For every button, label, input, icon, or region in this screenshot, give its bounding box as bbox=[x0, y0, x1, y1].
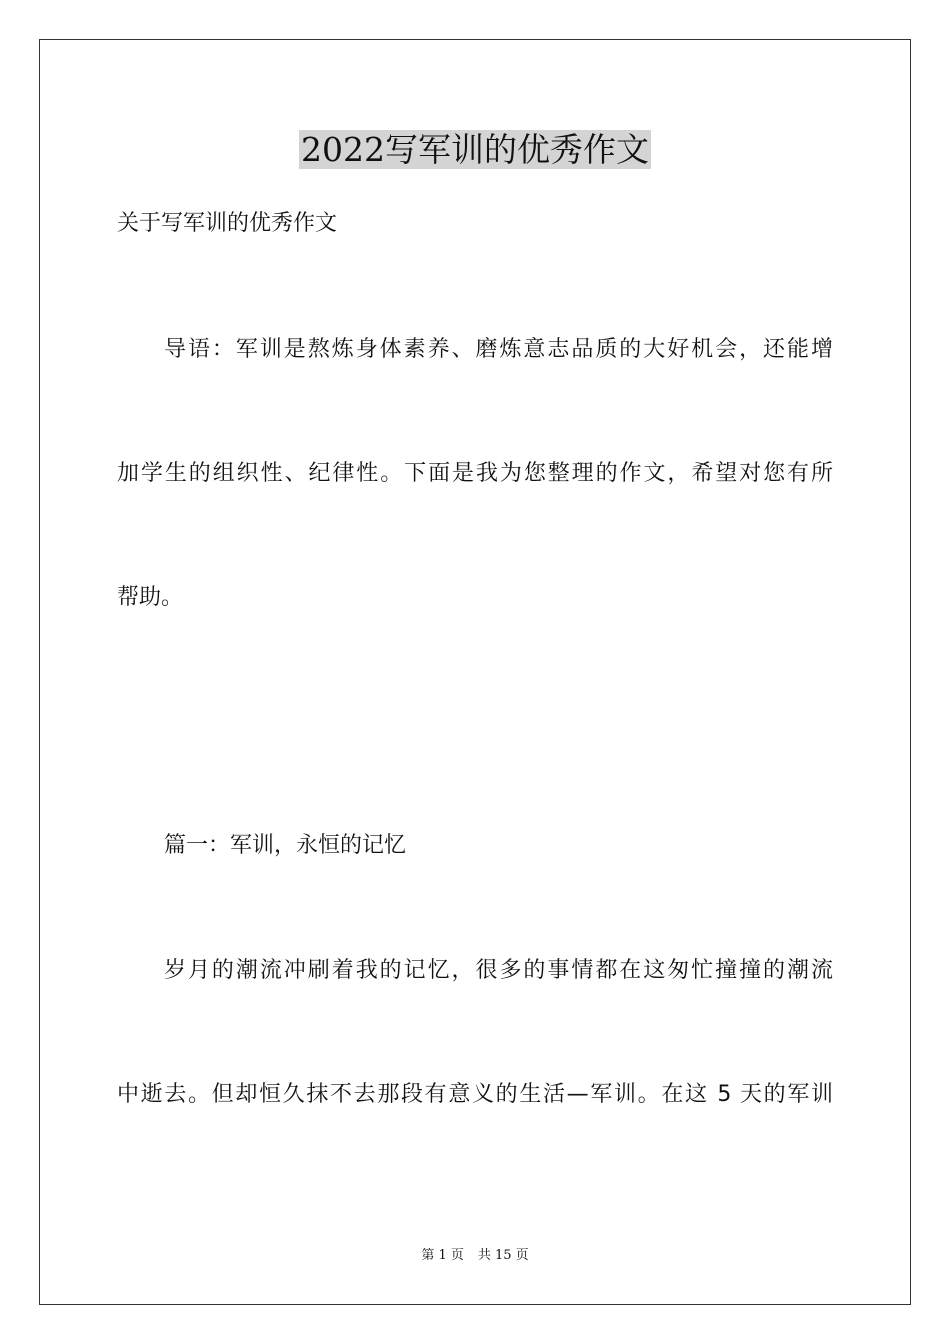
paragraph-1-line-2: 加学生的组织性、纪律性。下面是我为您整理的作文，希望对您有所 bbox=[117, 461, 833, 486]
paragraph-2-line-1: 岁月的潮流冲刷着我的记忆，很多的事情都在这匆忙撞撞的潮流 bbox=[164, 958, 833, 983]
document-subtitle: 关于写军训的优秀作文 bbox=[117, 211, 338, 236]
document-title bbox=[0, 128, 950, 172]
page-total: 共 15 页 bbox=[477, 1248, 529, 1263]
paragraph-1-line-1: 导语：军训是熬炼身体素养、磨炼意志品质的大好机会，还能增 bbox=[164, 337, 833, 362]
document-title-text: 2022写军训的优秀作文 bbox=[301, 130, 649, 169]
page-footer bbox=[0, 1247, 950, 1265]
page-number: 第 1 页 bbox=[421, 1248, 464, 1263]
paragraph-2-line-2: 中逝去。但却恒久抹不去那段有意义的生活—军训。在这 5 天的军训 bbox=[117, 1082, 833, 1107]
section-heading: 篇一：军训，永恒的记忆 bbox=[164, 833, 407, 858]
paragraph-1-line-3: 帮助。 bbox=[117, 585, 184, 610]
